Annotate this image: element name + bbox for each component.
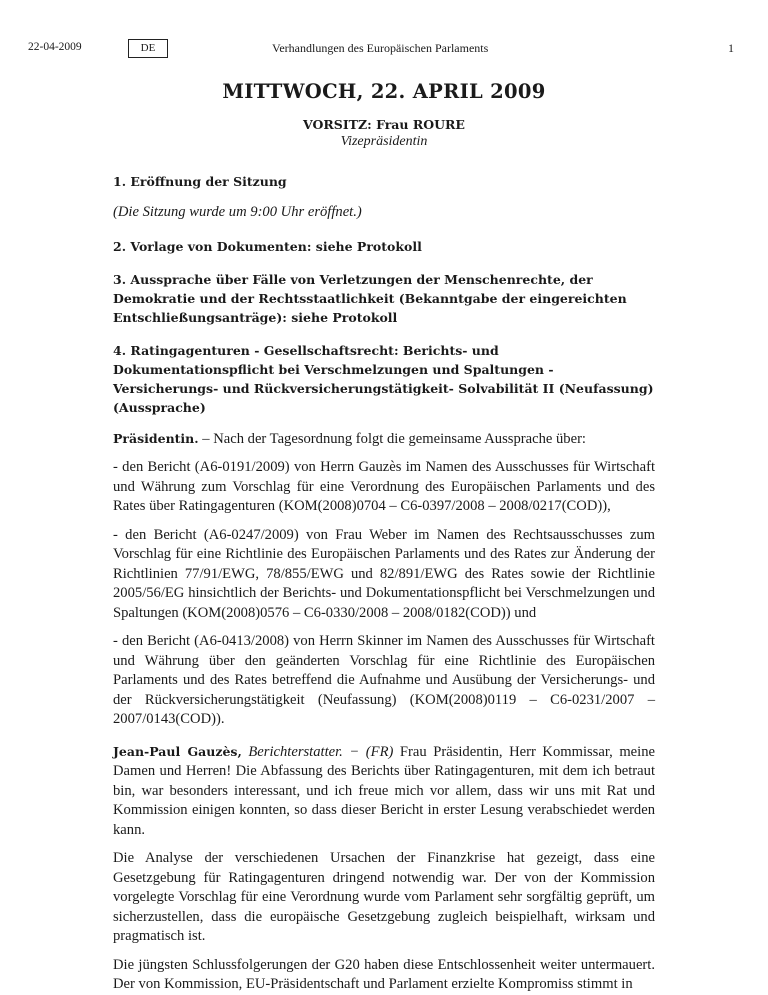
- agenda-item-heading: 3. Aussprache über Fälle von Verletzungen der Menschenrechte, der Demokratie und der Rechtsstaatlichkeit (Bekanntgabe der eingereichten Entschließungsanträge): siehe Protokoll: [113, 271, 627, 325]
- page-number: 1: [728, 41, 734, 55]
- session-opening-note: (Die Sitzung wurde um 9:00 Uhr eröffnet.): [113, 204, 362, 220]
- agenda-item-heading: 4. Ratingagenturen - Gesellschaftsrecht: Berichts- und Dokumentationspflicht bei Verschmelzungen und Spaltungen - Versicherungs- und Rückversicherungstätigkeit- Solvabilität II (Neufassung) (Aussprache): [113, 342, 654, 415]
- session-chair: VORSITZ: Frau ROURE: [303, 117, 465, 132]
- report-entry: - den Bericht (A6-0247/2009) von Frau Weber im Namen des Rechtsausschusses zum Vorschlag für eine Richtlinie des Europäischen Parlaments und des Rates zur Änderung der Richtlinien 77/91/EWG, 78/855/EWG und 82/891/EWG des Rates sowie der Richtlinie 2005/56/EG hinsichtlich der Berichts- und Dokumentationspflicht bei Verschmelzungen und Spaltungen (KOM(2008)0576 – C6-0330/2008 – 2008/0182(COD)) und: [113, 526, 655, 621]
- session-day-title: MITTWOCH, 22. APRIL 2009: [222, 80, 546, 103]
- speech-paragraph: Die jüngsten Schlussfolgerungen der G20 haben diese Entschlossenheit weiter untermauert. Der von Kommission, EU-Präsidentschaft und Parlament erzielte Kompromiss stimmt in: [113, 956, 655, 992]
- speaker-name: Präsidentin.: [113, 430, 199, 446]
- report-entry: - den Bericht (A6-0191/2009) von Herrn Gauzès im Namen des Ausschusses für Wirtschaft und Währung zum Vorschlag für eine Verordnung des Europäischen Parlaments und des Rates über Ratingagenturen (KOM(2008)0704 – C6-0397/2008 – 2008/0217(COD)),: [113, 459, 655, 514]
- speech-paragraph: Die Analyse der verschiedenen Ursachen der Finanzkrise hat gezeigt, dass eine Gesetzgebung für Ratingagenturen dringend notwendig war. Der von der Kommission vorgelegte Vorschlag für eine Verordnung wurde vom Parlament sehr sorgfältig geprüft, um sicherzustellen, dass die europäische Gesetzgebung zugleich beispielhaft, wirksam und pragmatisch ist.: [113, 850, 655, 944]
- session-chair-role: Vizepräsidentin: [340, 134, 428, 149]
- header-date: 22-04-2009: [28, 41, 82, 53]
- president-statement: [113, 429, 655, 450]
- language-badge: DE: [128, 39, 168, 58]
- header-title: Verhandlungen des Europäischen Parlaments: [272, 41, 489, 55]
- speaker-role: Berichterstatter. − (FR): [248, 743, 394, 760]
- statement-text: Frau Präsidentin, Herr Kommissar, meine Damen und Herren! Die Abfassung des Berichts über Ratingagenturen, mit dem ich betraut bin, war besonders interessant, und ich freue mich vor allem, dass wir uns mit Rat und Kommission einigen konnten, so dass dieser Bericht in erster Lesung verabschiedet werden kann.: [113, 743, 655, 838]
- report-entry: - den Bericht (A6-0413/2008) von Herrn Skinner im Namen des Ausschusses für Wirtschaft und Währung über den geänderten Vorschlag für eine Richtlinie des Europäischen Parlaments und des Rates betreffend die Aufnahme und Ausübung der Versicherungs- und der Rückversicherungstätigkeit (Neufassung) (KOM(2008)0119 – C6-0231/2007 – 2007/0143(COD)).: [113, 633, 655, 727]
- document-body: [113, 80, 655, 995]
- rapporteur-statement: [113, 742, 655, 841]
- speaker-name: Jean-Paul Gauzès,: [113, 743, 242, 759]
- agenda-item-heading: 1. Eröffnung der Sitzung: [113, 174, 287, 189]
- agenda-item-heading: 2. Vorlage von Dokumenten: siehe Protokoll: [113, 238, 422, 254]
- statement-text: – Nach der Tagesordnung folgt die gemeinsame Aussprache über:: [198, 430, 586, 447]
